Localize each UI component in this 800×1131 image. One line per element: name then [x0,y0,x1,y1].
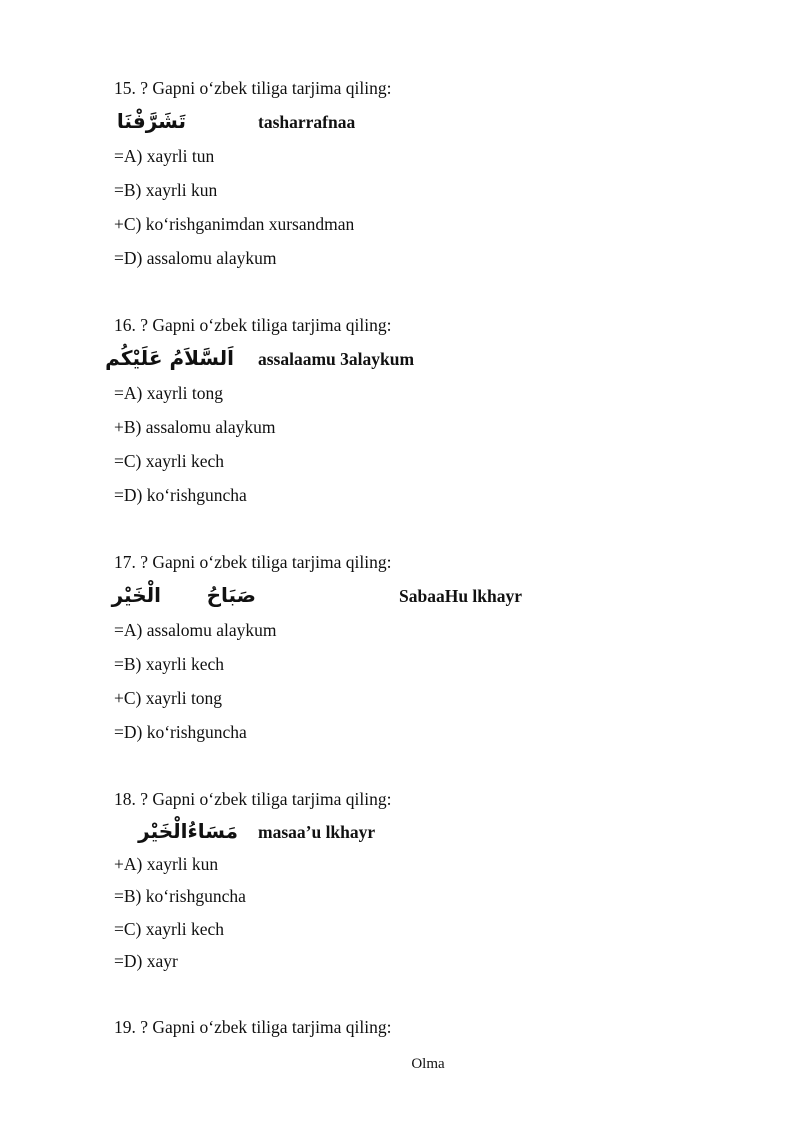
arabic-phrase: تَشَرَّفْنَا [116,109,186,133]
answer-option-c: =C) xayrli kech [114,451,224,471]
answer-option-b: =B) ko‘rishguncha [114,886,246,906]
answer-option-c: =C) xayrli kech [114,919,224,939]
answer-option-d: =D) ko‘rishguncha [114,485,247,505]
arabic-word-1: صَبَاحُ [206,583,256,607]
answer-option-a: =A) xayrli tun [114,146,215,166]
transliteration: assalaamu 3alaykum [258,349,415,369]
question-prompt: 18. ? Gapni o‘zbek tiliga tarjima qiling: [114,789,392,809]
question-prompt: 17. ? Gapni o‘zbek tiliga tarjima qiling: [114,552,392,572]
question-prompt: 19. ? Gapni o‘zbek tiliga tarjima qiling: [114,1017,392,1037]
arabic-word-2: الْخَيْر [111,583,161,607]
answer-option-d: =D) assalomu alaykum [114,248,277,268]
answer-option-a: +A) xayrli kun [114,854,219,874]
arabic-phrase: مَسَاءُالْخَيْر [138,819,238,843]
question-prompt: 15. ? Gapni o‘zbek tiliga tarjima qiling: [114,78,392,98]
answer-option-c: +C) xayrli tong [114,688,223,708]
answer-option-b: =B) xayrli kech [114,654,224,674]
answer-option-d: =D) ko‘rishguncha [114,722,247,742]
transliteration: SabaaHu lkhayr [399,586,523,606]
question-prompt: 16. ? Gapni o‘zbek tiliga tarjima qiling: [114,315,392,335]
answer-option-b: =B) xayrli kun [114,180,218,200]
answer-option-a: =A) assalomu alaykum [114,620,277,640]
answer-option-d: =D) xayr [114,951,178,971]
answer-option-c: +C) ko‘rishganimdan xursandman [114,214,355,234]
transliteration: masaa’u lkhayr [258,822,376,842]
answer-option-a: =A) xayrli tong [114,383,224,403]
arabic-phrase: اَلسَّلاَمُ عَلَيْكُم [105,346,234,370]
transliteration: tasharrafnaa [258,112,356,132]
page-footer: Olma [411,1056,445,1072]
answer-option-b: +B) assalomu alaykum [114,417,276,437]
